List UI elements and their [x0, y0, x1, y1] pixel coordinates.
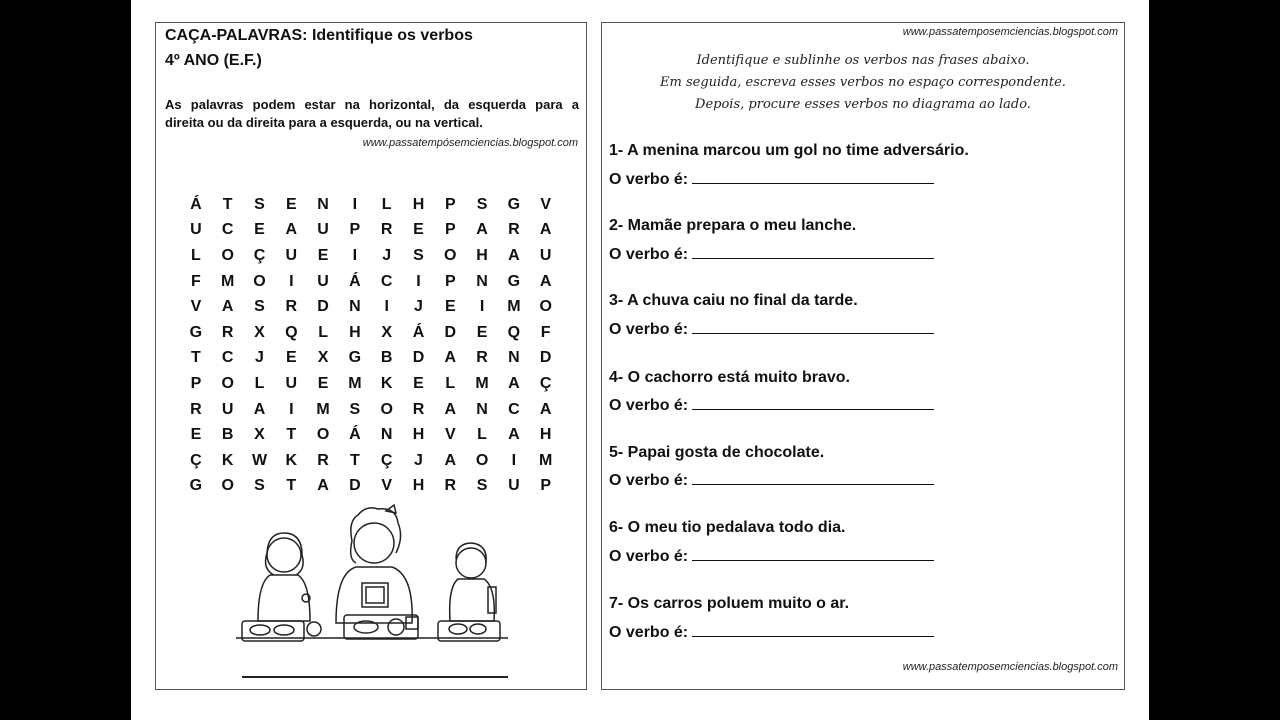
grid-row: [180, 269, 562, 295]
grid-letter[interactable]: E: [285, 349, 297, 367]
question-3: 3- A chuva caiu no final da tarde.: [609, 292, 858, 309]
grid-letter[interactable]: X: [254, 426, 265, 444]
grid-letter[interactable]: S: [476, 477, 488, 495]
answer-blank[interactable]: [692, 622, 934, 637]
grid-letter[interactable]: U: [508, 477, 520, 495]
grid-letter[interactable]: X: [254, 323, 265, 341]
grid-letter[interactable]: R: [285, 298, 298, 316]
grid-letter[interactable]: E: [444, 298, 456, 316]
grid-letter[interactable]: T: [222, 195, 233, 213]
grid-letter[interactable]: I: [352, 195, 358, 213]
grid-letter[interactable]: L: [254, 374, 265, 392]
grid-letter[interactable]: M: [507, 298, 521, 316]
grid-letter[interactable]: F: [540, 323, 551, 341]
grid-letter[interactable]: A: [444, 400, 457, 418]
children-eating-illustration: [236, 503, 526, 678]
grid-letter[interactable]: K: [380, 374, 393, 392]
grid-letter[interactable]: L: [381, 195, 392, 213]
question-6: 6- O meu tio pedalava todo dia.: [609, 519, 846, 536]
answer-row-4[interactable]: [609, 395, 934, 415]
grid-letter[interactable]: E: [190, 426, 202, 444]
grid-letter[interactable]: L: [191, 246, 201, 264]
grid-row: [180, 422, 562, 448]
answer-blank[interactable]: [692, 546, 934, 561]
grid-letter[interactable]: E: [254, 221, 265, 239]
answer-label: O verbo é:: [609, 624, 689, 641]
answer-blank[interactable]: [692, 244, 934, 259]
grid-row: [180, 243, 562, 269]
grid-letter[interactable]: K: [221, 451, 234, 469]
question-7: 7- Os carros poluem muito o ar.: [609, 595, 850, 612]
grid-letter[interactable]: U: [539, 246, 552, 264]
question-4: 4- O cachorro está muito bravo.: [609, 369, 850, 386]
grid-letter[interactable]: F: [191, 272, 201, 290]
grid-letter[interactable]: A: [444, 451, 457, 469]
grid-letter[interactable]: A: [253, 400, 266, 418]
grid-letter[interactable]: G: [189, 477, 203, 495]
answer-label: O verbo é:: [609, 397, 689, 414]
grid-letter[interactable]: R: [508, 221, 520, 239]
grid-letter[interactable]: Á: [349, 272, 361, 290]
grid-letter[interactable]: L: [445, 374, 456, 392]
grid-letter[interactable]: N: [476, 272, 488, 290]
answer-label: O verbo é:: [609, 321, 689, 338]
blog-url-left: www.passatempósemciencias.blogspot.com: [362, 137, 578, 149]
grid-letter[interactable]: N: [317, 195, 329, 213]
grid-letter[interactable]: N: [349, 298, 361, 316]
grid-letter[interactable]: U: [317, 221, 329, 239]
grid-letter[interactable]: A: [285, 221, 298, 239]
grid-letter[interactable]: R: [476, 349, 488, 367]
exercise-instruction-3: Depois, procure esses verbos no diagrama ao lado.: [695, 97, 1031, 112]
grid-letter[interactable]: N: [380, 426, 393, 444]
grid-letter[interactable]: Á: [190, 195, 202, 213]
grid-letter[interactable]: U: [190, 221, 202, 239]
grid-letter[interactable]: D: [317, 298, 329, 316]
grid-letter[interactable]: R: [221, 323, 234, 341]
grid-letter[interactable]: P: [444, 195, 456, 213]
verb-exercise-panel: [601, 22, 1125, 690]
grid-letter[interactable]: Ç: [253, 246, 266, 264]
grid-letter[interactable]: S: [254, 298, 265, 316]
grid-letter[interactable]: C: [221, 349, 234, 367]
grid-letter[interactable]: M: [539, 451, 553, 469]
word-search-grid: [180, 192, 562, 499]
instructions-line-2: direita ou da direita para a esquerda, ou na vertical.: [165, 115, 483, 130]
grid-letter[interactable]: T: [286, 477, 297, 495]
grid-letter[interactable]: E: [476, 323, 488, 341]
grid-letter[interactable]: V: [540, 195, 551, 213]
answer-label: O verbo é:: [609, 171, 689, 188]
grid-letter[interactable]: R: [444, 477, 457, 495]
grid-letter[interactable]: O: [539, 298, 552, 316]
grid-letter[interactable]: T: [191, 349, 201, 367]
grid-letter[interactable]: Ç: [190, 451, 202, 469]
grid-letter[interactable]: N: [476, 400, 488, 418]
grid-letter[interactable]: X: [381, 323, 393, 341]
grid-letter[interactable]: A: [476, 221, 488, 239]
answer-row-1[interactable]: [609, 169, 934, 189]
grid-row: [180, 294, 562, 320]
question-2: 2- Mamãe prepara o meu lanche.: [609, 217, 857, 234]
blog-url-bottom: www.passatemposemciencias.blogspot.com: [902, 661, 1118, 673]
grid-letter[interactable]: R: [412, 400, 425, 418]
grid-letter[interactable]: O: [221, 246, 234, 264]
grid-letter[interactable]: S: [254, 195, 265, 213]
grid-letter[interactable]: V: [381, 477, 393, 495]
grid-row: [180, 192, 562, 218]
grid-letter[interactable]: A: [539, 272, 552, 290]
question-5: 5- Papai gosta de chocolate.: [609, 444, 825, 461]
grid-row: [180, 346, 562, 372]
grid-letter[interactable]: J: [414, 451, 423, 469]
worksheet-page: [131, 0, 1149, 720]
answer-blank[interactable]: [692, 319, 934, 334]
grid-letter[interactable]: A: [508, 426, 520, 444]
grid-letter[interactable]: O: [380, 400, 393, 418]
grid-row: [180, 320, 562, 346]
grid-letter[interactable]: M: [316, 400, 330, 418]
grid-letter[interactable]: G: [507, 272, 521, 290]
instructions-line-1: As palavras podem estar na horizontal, da esquerda para a: [165, 97, 579, 112]
grid-letter[interactable]: A: [508, 246, 520, 264]
grid-letter[interactable]: S: [476, 195, 488, 213]
grid-row: [180, 448, 562, 474]
grid-letter[interactable]: H: [349, 323, 361, 341]
grade-label: 4º ANO (E.F.): [165, 52, 262, 69]
grid-letter[interactable]: J: [382, 246, 392, 264]
grid-letter[interactable]: A: [508, 374, 520, 392]
grid-letter[interactable]: H: [412, 426, 425, 444]
grid-letter[interactable]: I: [416, 272, 421, 290]
grid-row: [180, 397, 562, 423]
grid-letter[interactable]: K: [285, 451, 298, 469]
grid-letter[interactable]: H: [412, 195, 425, 213]
grid-letter[interactable]: G: [189, 323, 203, 341]
answer-row-2[interactable]: [609, 244, 934, 264]
grid-letter[interactable]: A: [221, 298, 234, 316]
grid-letter[interactable]: N: [508, 349, 520, 367]
grid-letter[interactable]: L: [477, 426, 487, 444]
grid-letter[interactable]: H: [412, 477, 425, 495]
answer-blank[interactable]: [692, 169, 934, 184]
grid-letter[interactable]: G: [348, 349, 362, 367]
grid-letter[interactable]: B: [380, 349, 393, 367]
answer-row-6[interactable]: [609, 546, 934, 566]
grid-letter[interactable]: M: [221, 272, 235, 290]
grid-letter[interactable]: A: [539, 400, 552, 418]
grid-letter[interactable]: T: [286, 426, 297, 444]
grid-letter[interactable]: O: [221, 477, 234, 495]
grid-letter[interactable]: I: [511, 451, 517, 469]
grid-letter[interactable]: P: [444, 221, 456, 239]
grid-letter[interactable]: A: [317, 477, 329, 495]
grid-letter[interactable]: L: [318, 323, 328, 341]
grid-letter[interactable]: C: [380, 272, 393, 290]
grid-letter[interactable]: R: [317, 451, 329, 469]
grid-letter[interactable]: E: [285, 195, 297, 213]
grid-letter[interactable]: O: [316, 426, 330, 444]
grid-letter[interactable]: H: [539, 426, 552, 444]
grid-letter[interactable]: S: [413, 246, 424, 264]
grid-letter[interactable]: X: [317, 349, 329, 367]
grid-letter[interactable]: R: [190, 400, 202, 418]
grid-letter[interactable]: O: [253, 272, 266, 290]
grid-letter[interactable]: Q: [285, 323, 298, 341]
grid-row: [180, 371, 562, 397]
grid-letter[interactable]: D: [539, 349, 552, 367]
grid-letter[interactable]: J: [255, 349, 264, 367]
grid-letter[interactable]: Ç: [380, 451, 393, 469]
grid-letter[interactable]: I: [384, 298, 389, 316]
answer-blank[interactable]: [692, 470, 934, 485]
grid-letter[interactable]: C: [508, 400, 520, 418]
grid-row: [180, 474, 562, 500]
exercise-instruction-1: Identifique e sublinhe os verbos nas frases abaixo.: [696, 53, 1030, 68]
answer-row-7[interactable]: [609, 622, 934, 642]
grid-letter[interactable]: E: [413, 221, 424, 239]
grid-letter[interactable]: O: [221, 374, 234, 392]
grid-letter[interactable]: T: [349, 451, 360, 469]
worksheet-title: CAÇA-PALAVRAS: Identifique os verbos: [165, 27, 473, 44]
grid-letter[interactable]: O: [444, 246, 457, 264]
grid-letter[interactable]: C: [221, 221, 234, 239]
grid-letter[interactable]: A: [539, 221, 552, 239]
grid-letter[interactable]: M: [475, 374, 489, 392]
grid-letter[interactable]: S: [349, 400, 361, 418]
grid-letter[interactable]: Ç: [539, 374, 552, 392]
grid-letter[interactable]: R: [380, 221, 393, 239]
grid-letter[interactable]: D: [412, 349, 425, 367]
grid-letter[interactable]: D: [444, 323, 457, 341]
grid-letter[interactable]: A: [444, 349, 457, 367]
grid-letter[interactable]: P: [190, 374, 202, 392]
grid-letter[interactable]: I: [352, 246, 358, 264]
grid-letter[interactable]: D: [349, 477, 361, 495]
grid-letter[interactable]: Q: [507, 323, 521, 341]
answer-row-5[interactable]: [609, 470, 934, 490]
grid-letter[interactable]: G: [507, 195, 521, 213]
grid-letter[interactable]: P: [540, 477, 551, 495]
grid-letter[interactable]: B: [221, 426, 234, 444]
answer-label: O verbo é:: [609, 246, 689, 263]
answer-label: O verbo é:: [609, 548, 689, 565]
grid-letter[interactable]: U: [285, 374, 298, 392]
grid-letter[interactable]: S: [254, 477, 265, 495]
grid-row: [180, 218, 562, 244]
grid-letter[interactable]: W: [251, 451, 268, 469]
grid-letter[interactable]: E: [413, 374, 424, 392]
grid-letter[interactable]: Á: [349, 426, 361, 444]
grid-letter[interactable]: E: [317, 246, 329, 264]
grid-letter[interactable]: E: [317, 374, 329, 392]
grid-letter[interactable]: I: [289, 400, 294, 418]
answer-blank[interactable]: [692, 395, 934, 410]
grid-letter[interactable]: U: [317, 272, 329, 290]
grid-letter[interactable]: V: [444, 426, 456, 444]
grid-letter[interactable]: O: [475, 451, 489, 469]
grid-letter[interactable]: V: [190, 298, 202, 316]
grid-letter[interactable]: H: [476, 246, 488, 264]
grid-letter[interactable]: M: [348, 374, 362, 392]
grid-letter[interactable]: I: [289, 272, 294, 290]
answer-label: O verbo é:: [609, 472, 689, 489]
grid-letter[interactable]: U: [221, 400, 234, 418]
grid-letter[interactable]: Á: [412, 323, 425, 341]
grid-letter[interactable]: P: [444, 272, 456, 290]
question-1: 1- A menina marcou um gol no time adversário.: [609, 142, 969, 159]
grid-letter[interactable]: J: [414, 298, 423, 316]
word-search-panel: [155, 22, 587, 690]
grid-letter[interactable]: U: [285, 246, 298, 264]
exercise-instruction-2: Em seguida, escreva esses verbos no espaço correspondente.: [660, 75, 1066, 90]
grid-letter[interactable]: P: [349, 221, 361, 239]
answer-row-3[interactable]: [609, 319, 934, 339]
blog-url-top: www.passatemposemciencias.blogspot.com: [902, 26, 1118, 38]
grid-letter[interactable]: I: [479, 298, 485, 316]
